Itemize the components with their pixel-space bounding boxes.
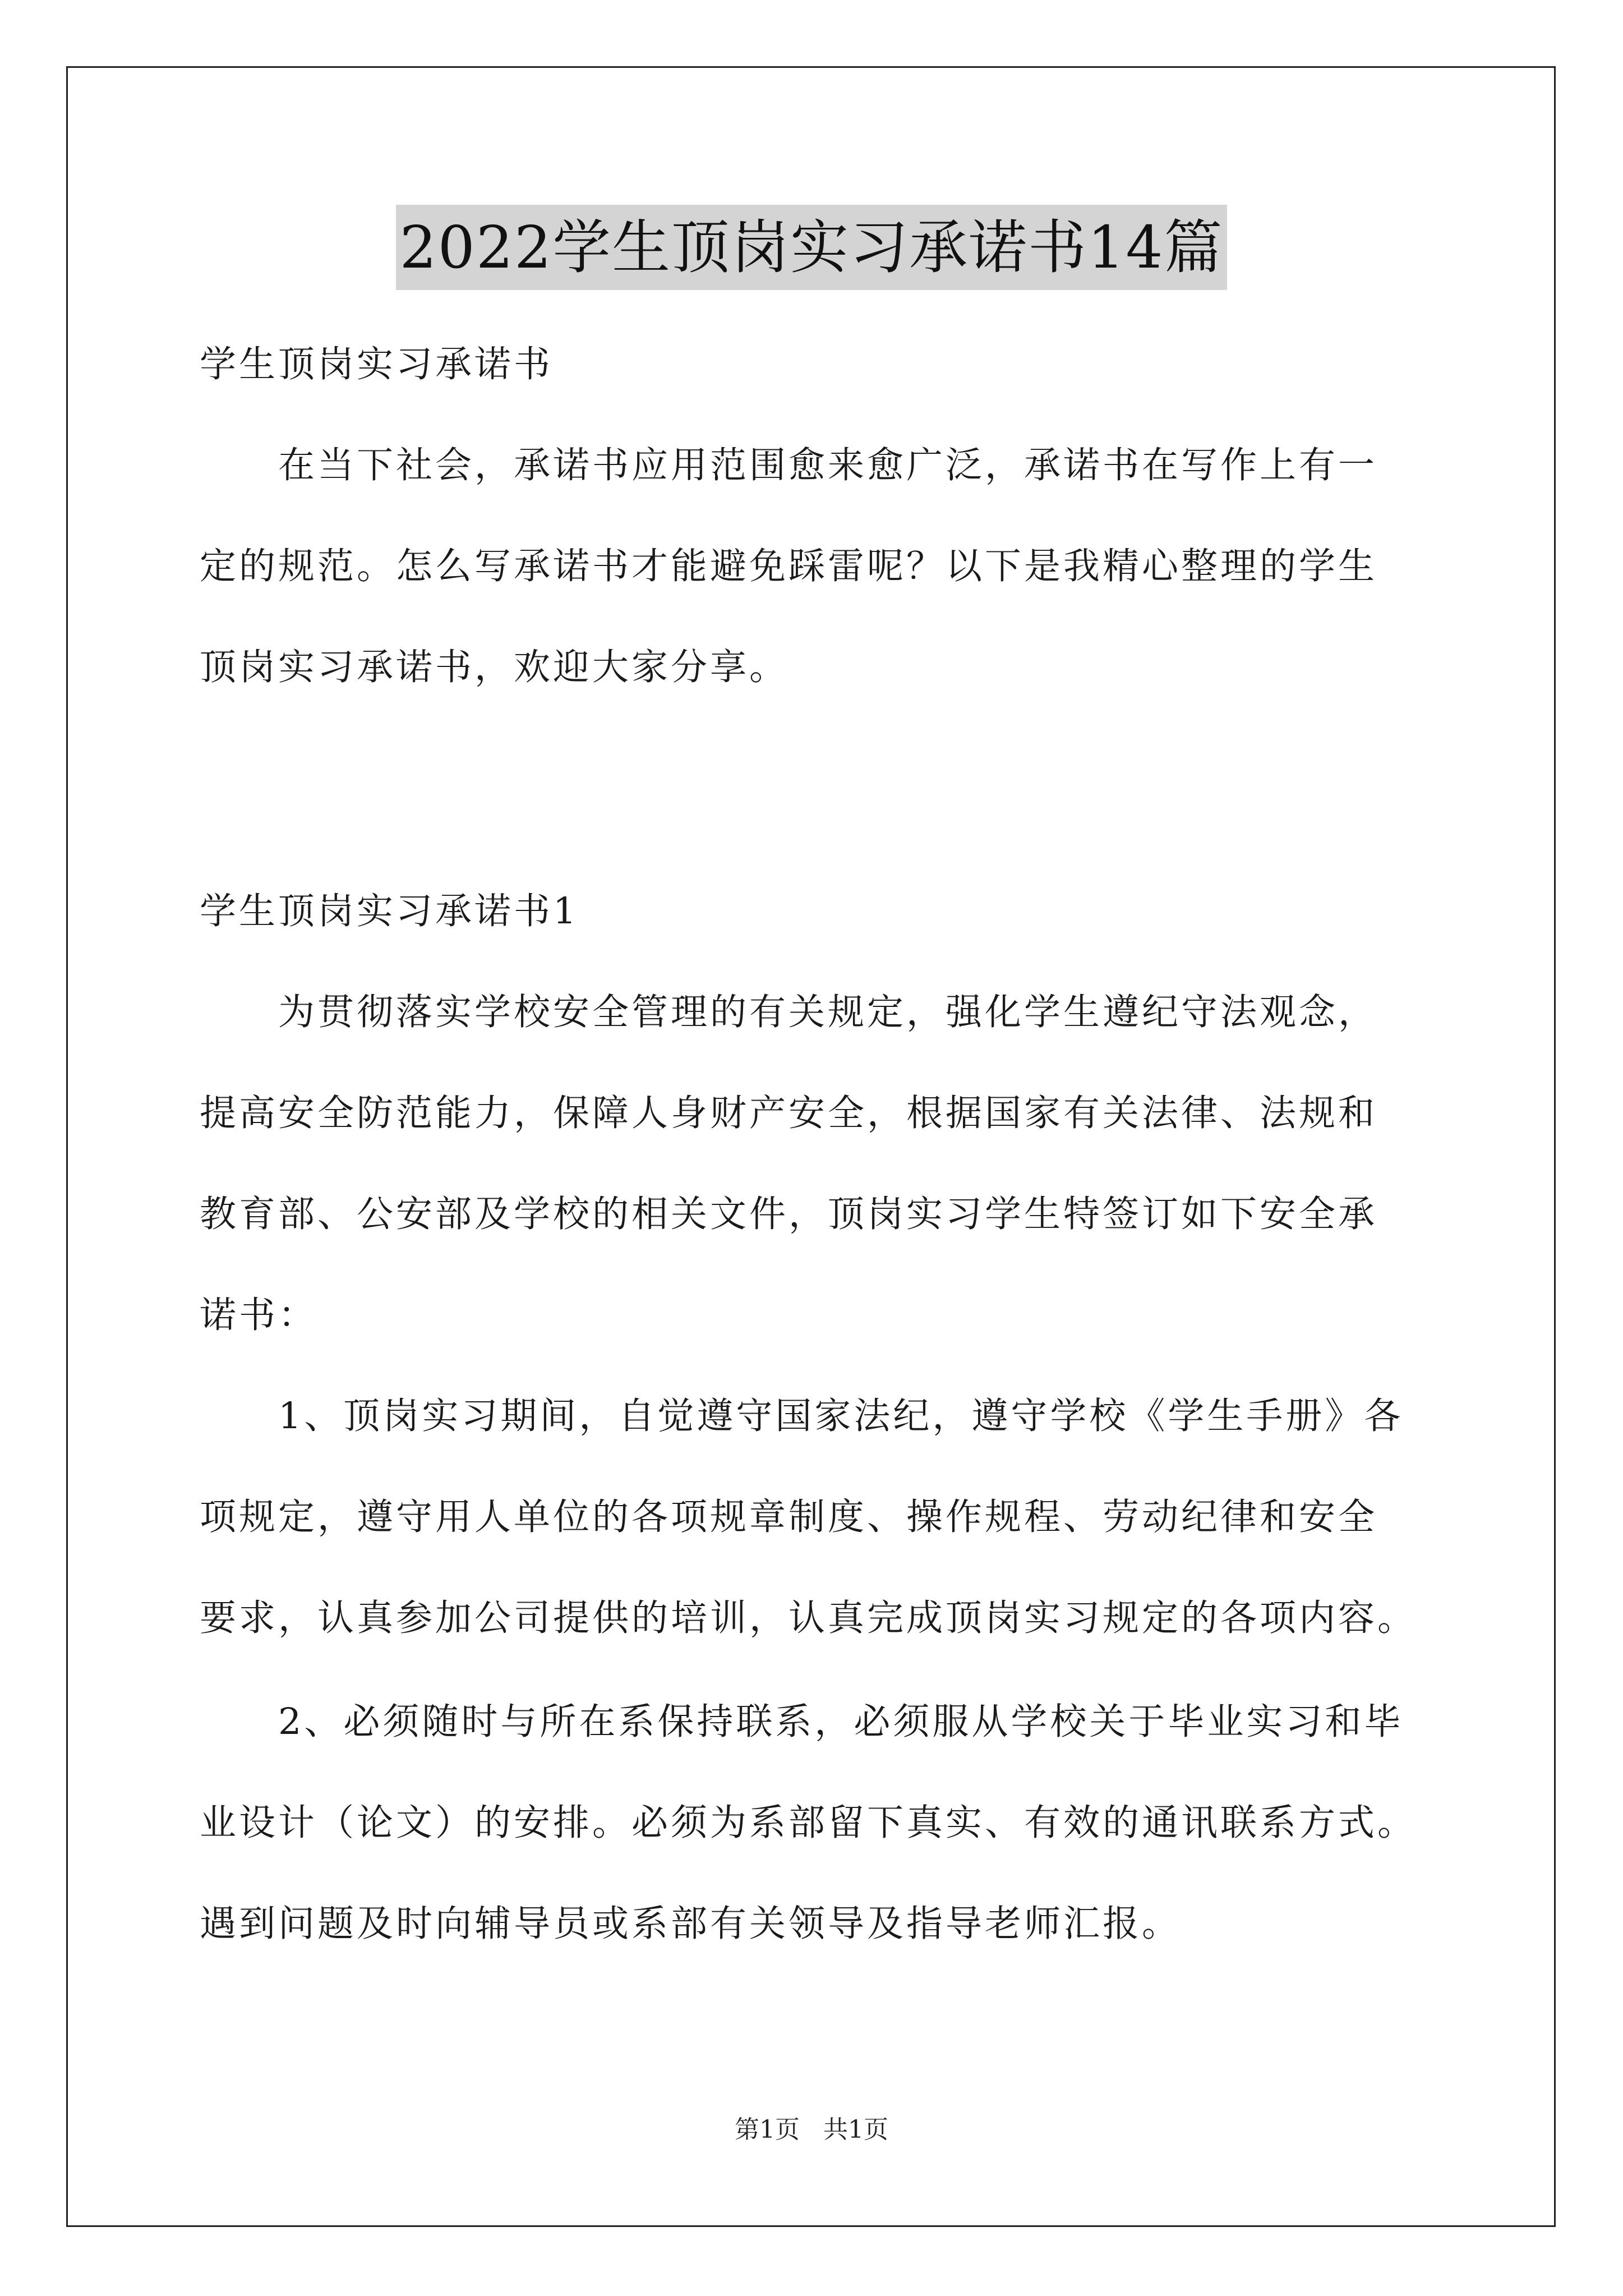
document-title: 2022学生顶岗实习承诺书14篇 [396,205,1227,290]
item-line: 要求，认真参加公司提供的培训，认真完成顶岗实习规定的各项内容。 [200,1597,1417,1639]
paragraph-line: 诺书： [200,1294,318,1336]
paragraph-line: 为贯彻落实学校安全管理的有关规定，强化学生遵纪守法观念， [278,991,1378,1033]
item-line: 2、必须随时与所在系保持联系，必须服从学校关于毕业实习和毕 [278,1701,1404,1743]
intro-line: 在当下社会，承诺书应用范围愈来愈广泛，承诺书在写作上有一 [278,444,1378,486]
section-heading: 学生顶岗实习承诺书1 [200,890,579,932]
title-container [0,205,1623,290]
item-line: 业设计（论文）的安排。必须为系部留下真实、有效的通讯联系方式。 [200,1802,1417,1844]
page-number: 第1页 [735,2115,800,2144]
item-line: 遇到问题及时向辅导员或系部有关领导及指导老师汇报。 [200,1903,1182,1945]
item-line: 项规定，遵守用人单位的各项规章制度、操作规程、劳动纪律和安全 [200,1496,1378,1538]
intro-line: 顶岗实习承诺书，欢迎大家分享。 [200,646,789,688]
item-line: 1、顶岗实习期间，自觉遵守国家法纪，遵守学校《学生手册》各 [278,1395,1404,1437]
intro-line: 定的规范。怎么写承诺书才能避免踩雷呢？以下是我精心整理的学生 [200,545,1378,587]
page-total: 共1页 [823,2115,888,2144]
paragraph-line: 提高安全防范能力，保障人身财产安全，根据国家有关法律、法规和 [200,1092,1378,1134]
page-footer [0,2109,1623,2145]
intro-heading: 学生顶岗实习承诺书 [200,343,554,385]
paragraph-line: 教育部、公安部及学校的相关文件，顶岗实习学生特签订如下安全承 [200,1193,1378,1235]
